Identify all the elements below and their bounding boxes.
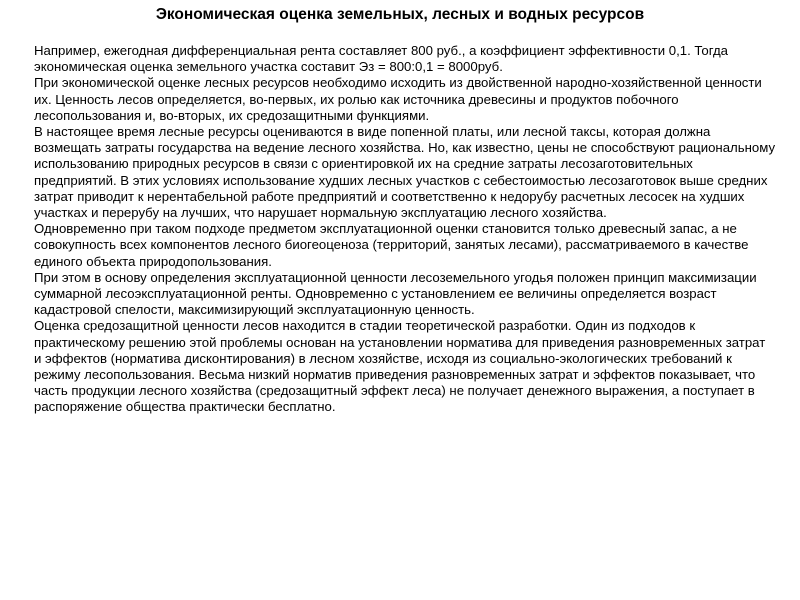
paragraph-exploitation-assessment: Одновременно при таком подходе предметом эксплуатационной оценки становится только древесный запас, а не совокупность всех компонентов лесного биогеоценоза (территорий, занятых лесами), рассматриваемого в качестве единого объекта природопользования.: [34, 221, 749, 269]
slide-title: Экономическая оценка земельных, лесных и водных ресурсов: [155, 6, 645, 23]
paragraph-rent-example: Например, ежегодная дифференциальная рента составляет 800 руб., а коэффициент эффективности 0,1. Тогда экономическая оценка земельного участка составит Эз = 800:0,1 = 8000руб.: [34, 43, 729, 75]
paragraph-forest-value: При экономической оценке лесных ресурсов необходимо исходить из двойственной народно-хозяйственной ценности их. Ценность лесов определяется, во-первых, их ролью как источника древесины и продуктов побочного лесопользования и, во-вторых, их средозащитными функциями.: [34, 75, 762, 123]
paragraph-rent-maximization: При этом в основу определения эксплуатационной ценности лесоземельного угодья положен принцип максимизации суммарной лесоэксплуатационной ренты. Одновременно с установлением ее величины определяется возраст кадастровой спелости, максимизирующий эксплуатационную ценность.: [34, 269, 757, 318]
paragraph-environmental-value: Оценка средозащитной ценности лесов находится в стадии теоретической разработки. Один из подходов к практическому решению этой проблемы основан на установлении норматива для приведения разновременных затрат и эффектов (норматива дисконтирования) в лесном хозяйстве, исходя из социально-экологических требований к режиму лесопользования. Весьма низкий норматив приведения разновременных затрат и эффектов показывает, что часть продукции лесного хозяйства (средозащитный эффект леса) не получает денежного выражения, а поступает в распоряжение общества практически бесплатно.: [34, 318, 766, 415]
slide-body-text: [34, 43, 776, 416]
paragraph-forest-pricing: В настоящее время лесные ресурсы оцениваются в виде попенной платы, или лесной таксы, которая должна возмещать затраты государства на ведение лесного хозяйства. Но, как известно, цены не способствуют рациональному использованию природных ресурсов в связи с ориентировкой их на средние затраты лесозаготовительных предприятий. В этих условиях использование худших лесных участков с себестоимостью лесозаготовок выше средних затрат приводит к нерентабельной работе предприятий и соответственно к недорубу расчетных лесосек на худших участках и перерубу на лучших, что нарушает нормальную эксплуатацию лесного хозяйства.: [34, 124, 776, 221]
